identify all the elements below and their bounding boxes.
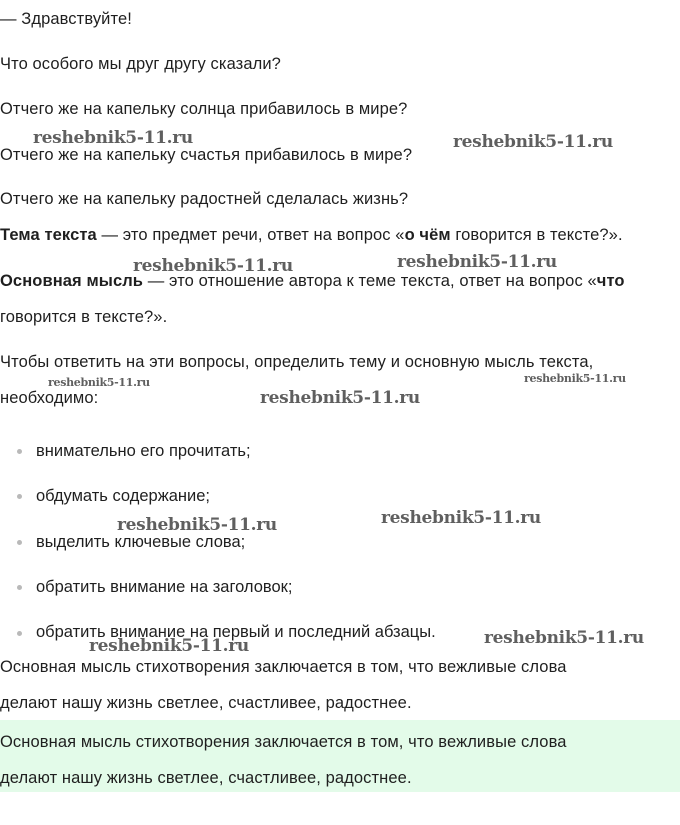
highlighted-answer-line-2: делают нашу жизнь светлее, счастливее, радостнее. bbox=[0, 769, 412, 787]
idea-definition bbox=[0, 271, 625, 291]
list-item: выделить ключевые слова; bbox=[36, 533, 246, 551]
watermark: reshebnik5-11.ru bbox=[381, 508, 541, 528]
poem-line-3: Отчего же на капельку солнца прибавилось в мире? bbox=[0, 100, 408, 118]
idea-question: что bbox=[596, 272, 625, 290]
howto-line-2: необходимо: bbox=[0, 389, 99, 407]
bullet-icon bbox=[17, 540, 22, 545]
watermark: reshebnik5-11.ru bbox=[33, 128, 193, 148]
topic-term: Тема текста bbox=[0, 226, 97, 244]
poem-line-2: Что особого мы друг другу сказали? bbox=[0, 55, 281, 73]
greeting-line: — Здравствуйте! bbox=[0, 10, 132, 28]
topic-definition bbox=[0, 225, 623, 245]
answer-line-1: Основная мысль стихотворения заключается в том, что вежливые слова bbox=[0, 658, 567, 676]
watermark: reshebnik5-11.ru bbox=[524, 372, 626, 385]
bullet-icon bbox=[17, 449, 22, 454]
topic-question: о чём bbox=[404, 226, 451, 244]
poem-line-5: Отчего же на капельку радостней сделалась жизнь? bbox=[0, 190, 409, 208]
watermark: reshebnik5-11.ru bbox=[48, 376, 150, 389]
list-item: внимательно его прочитать; bbox=[36, 442, 251, 460]
watermark: reshebnik5-11.ru bbox=[484, 628, 644, 648]
watermark: reshebnik5-11.ru bbox=[397, 252, 557, 272]
bullet-icon bbox=[17, 494, 22, 499]
list-item: обдумать содержание; bbox=[36, 487, 211, 505]
watermark: reshebnik5-11.ru bbox=[117, 515, 277, 535]
idea-text-a: — это отношение автора к теме текста, ответ на вопрос « bbox=[143, 272, 597, 290]
highlighted-answer-line-1: Основная мысль стихотворения заключается в том, что вежливые слова bbox=[0, 733, 567, 751]
idea-term: Основная мысль bbox=[0, 272, 144, 290]
howto-line-1: Чтобы ответить на эти вопросы, определить тему и основную мысль текста, bbox=[0, 353, 594, 371]
idea-definition-line-2: говорится в тексте?». bbox=[0, 308, 168, 326]
topic-text-b: говорится в тексте?». bbox=[450, 226, 623, 244]
answer-line-2: делают нашу жизнь светлее, счастливее, радостнее. bbox=[0, 694, 412, 712]
watermark: reshebnik5-11.ru bbox=[133, 256, 293, 276]
list-item: обратить внимание на заголовок; bbox=[36, 578, 293, 596]
watermark: reshebnik5-11.ru bbox=[89, 636, 249, 656]
poem-line-4: Отчего же на капельку счастья прибавилось в мире? bbox=[0, 146, 413, 164]
watermark: reshebnik5-11.ru bbox=[453, 132, 613, 152]
topic-text-a: — это предмет речи, ответ на вопрос « bbox=[96, 226, 405, 244]
watermark: reshebnik5-11.ru bbox=[260, 388, 420, 408]
list-item: обратить внимание на первый и последний абзацы. bbox=[36, 623, 436, 641]
bullet-icon bbox=[17, 585, 22, 590]
bullet-icon bbox=[17, 631, 22, 636]
